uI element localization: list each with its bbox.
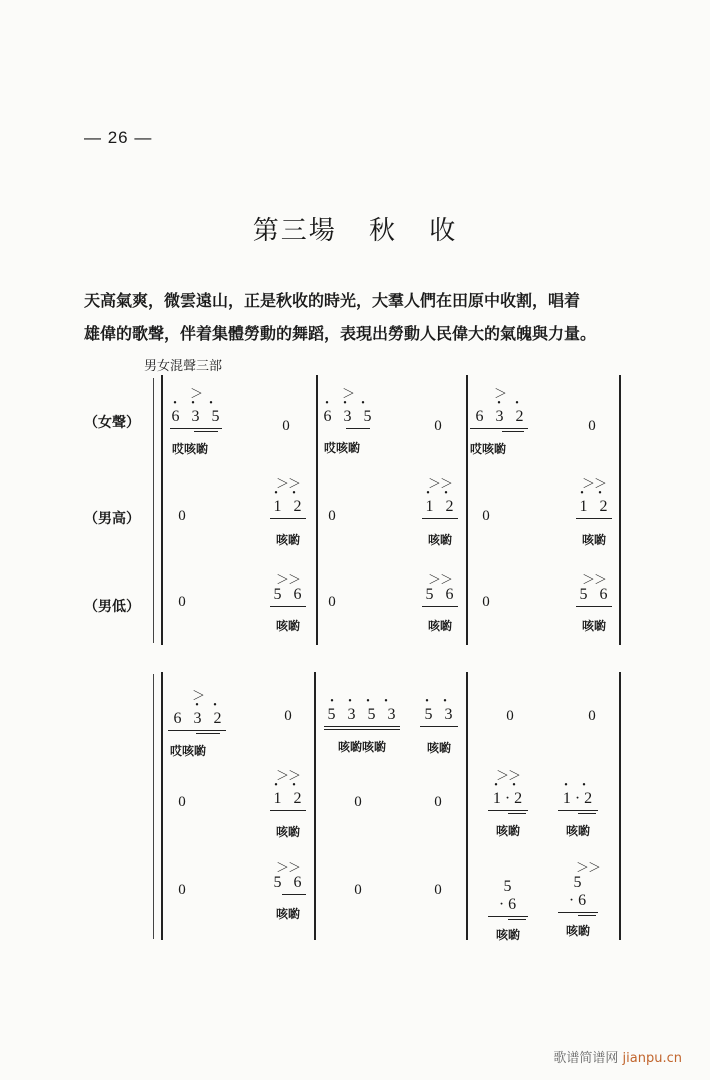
rest: 0 [354, 794, 362, 810]
rest: 0 [178, 508, 186, 524]
system-bracket [153, 674, 154, 939]
note-group: ＞＞ 5 6 咳喲 [273, 860, 306, 921]
rest: 0 [434, 882, 442, 898]
score-subtitle: 男女混聲三部 [144, 359, 223, 374]
note-group: ＞＞ 5 6 咳喲 [574, 574, 614, 634]
score-system-2 [0, 672, 710, 942]
rest: 0 [328, 508, 336, 524]
watermark [553, 1047, 682, 1066]
rest: 0 [354, 882, 362, 898]
rest: 0 [178, 882, 186, 898]
note-group: ＞＞ • • 1 2 咳喲 [268, 770, 308, 840]
rest: 0 [282, 418, 290, 434]
voice-label-bass: （男低） [84, 599, 140, 615]
barline [619, 672, 621, 940]
barline [619, 375, 621, 645]
rest: 0 [482, 594, 490, 610]
note-group: ＞ • • • 6 3 5 哎咳喲 [171, 386, 224, 456]
rest: 0 [506, 708, 514, 724]
note-group: ＞＞ 5 6 咳喲 [420, 574, 460, 634]
rest: 0 [588, 418, 596, 434]
score-system-1 [0, 370, 710, 645]
note-group: ＞ • • 6 3 2 哎咳喲 [470, 386, 528, 456]
rest: 0 [178, 594, 186, 610]
description-line-2: 雄偉的歌聲，伴着集體勞動的舞蹈，表現出勞動人民偉大的氣魄與力量。 [84, 324, 597, 343]
note-group: ＞＞ • • 1·2 咳喲 [486, 770, 530, 839]
voice-label-soprano: （女聲） [84, 415, 140, 431]
note-group: ＞＞ • • 1 2 咳喲 [268, 478, 308, 548]
rest: 0 [588, 708, 596, 724]
page-number: — 26 — [84, 128, 153, 147]
rest: 0 [434, 794, 442, 810]
note-group: • • 5 3 咳喲 [418, 698, 460, 756]
note-group: ＞＞ 5 ·6 咳喲 [556, 862, 600, 939]
barline [161, 375, 163, 645]
rest: 0 [284, 708, 292, 724]
title-scene: 第三場 [252, 216, 337, 246]
note-group: ＞ • • 6 3 2 哎咳喲 [170, 688, 226, 758]
title-word-2: 收 [429, 216, 458, 246]
barline [161, 672, 163, 940]
note-group: ＞＞ 5 6 咳喲 [268, 574, 308, 634]
watermark-domain: jianpu.cn [622, 1051, 682, 1066]
barline [314, 672, 316, 940]
rest: 0 [178, 794, 186, 810]
rest: 0 [328, 594, 336, 610]
watermark-site: 歌谱简谱网 [553, 1051, 619, 1066]
rest: 0 [434, 418, 442, 434]
scene-description [84, 284, 664, 350]
note-group: ＞ • • • 6 3 5 哎咳喲 [323, 386, 376, 455]
note-group: • • 1·2 咳喲 [556, 782, 600, 839]
barline [466, 672, 468, 940]
note-group: ＞＞ • • 1 2 咳喲 [420, 478, 460, 548]
note-group: 5 ·6 咳喲 [486, 878, 530, 943]
rest: 0 [482, 508, 490, 524]
title-word-1: 秋 [368, 216, 397, 246]
voice-label-tenor: （男高） [84, 511, 140, 527]
description-line-1: 天高氣爽，微雲遠山，正是秋收的時光，大羣人們在田原中收割，唱着 [84, 291, 581, 310]
section-title [0, 210, 710, 247]
note-group: ＞＞ • • 1 2 咳喲 [574, 478, 614, 548]
system-bracket [153, 378, 154, 643]
note-group: • • • • 5 3 5 3 咳喲咳喲 [322, 698, 402, 755]
